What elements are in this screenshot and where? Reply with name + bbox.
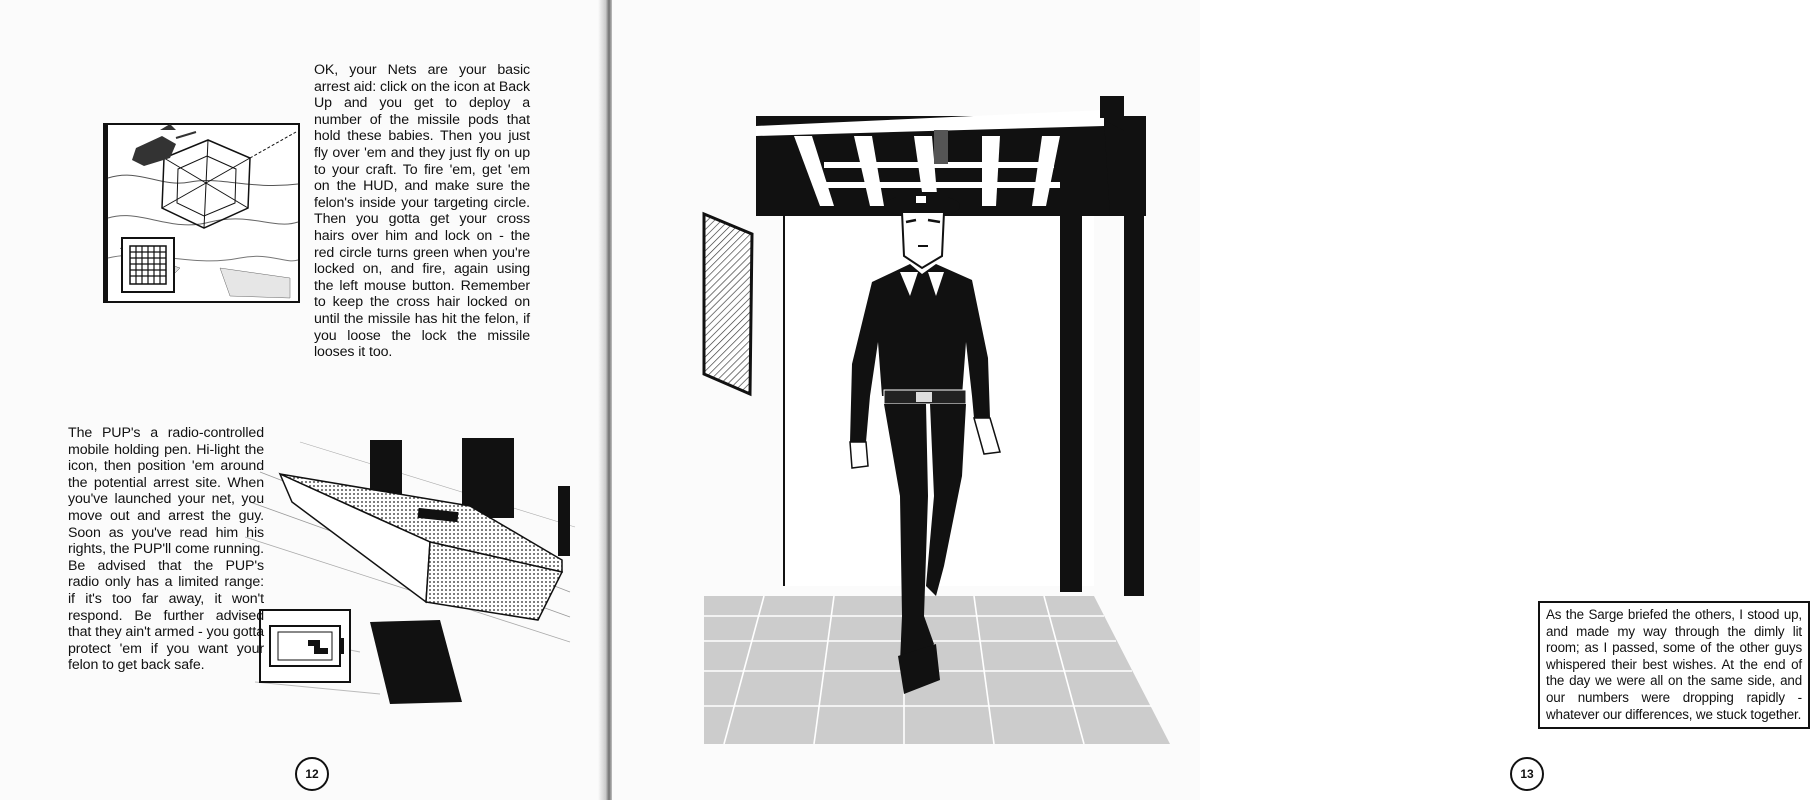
nets-instructions: OK, your Nets are your basic arrest aid: click on the icon at Back Up and you get to deploy a number of the missile pods that hold these babies. Then you just fly over 'em and they just fly on up to your craft. To fire 'em, get 'em on the HUD, and make sure the felon's inside your targeting circle. Then you gotta get your cross hairs over him and lock on - the red circle turns green when you're locked on, and fire, again using the left mouse button. Remember to keep the cross hair locked on until the missile has hit the felon, if you loose the lock the missile looses it too. bbox=[314, 62, 530, 361]
pup-icon bbox=[260, 610, 350, 682]
story-caption-box bbox=[1538, 601, 1810, 729]
story-caption-text: As the Sarge briefed the others, I stood up, and made my way through the dimly lit room; as I passed, some of the other guys whispered their best wishes. At the end of the day we were all on the same side, and our numbers were dropping rapidly - whatever our differences, we stuck together. bbox=[1546, 607, 1802, 722]
page-number: 13 bbox=[1510, 757, 1544, 791]
pup-instructions: The PUP's a radio-controlled mobile holding pen. Hi-light the icon, then position 'em around the potential arrest site. When you've launched your net, you move out and arrest the guy. Soon as you've read him his rights, the PUP'll come running. Be advised that the PUP's radio only has a limited range: if it's too far away, it won't respond. Be further advised that they ain't armed - you gotta protect 'em if you want your felon to get back safe. bbox=[68, 425, 264, 674]
page-number: 12 bbox=[295, 757, 329, 791]
net-illustration bbox=[100, 118, 315, 308]
right-page bbox=[612, 0, 1802, 800]
left-page bbox=[0, 0, 608, 800]
net-icon bbox=[122, 238, 174, 292]
pup-illustration bbox=[240, 432, 580, 732]
officer-illustration bbox=[704, 96, 1170, 744]
